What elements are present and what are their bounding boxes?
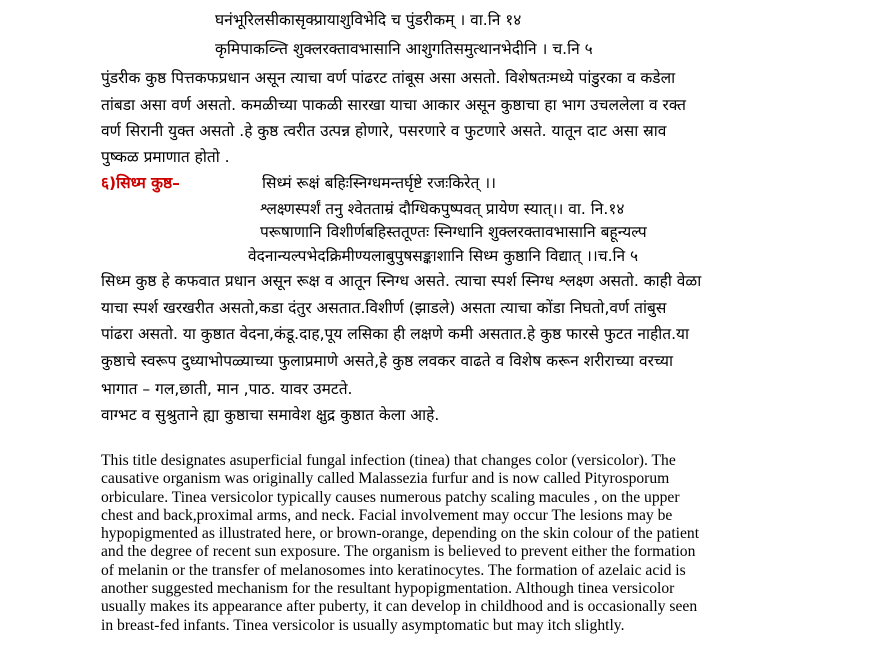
para1-line: तांबडा असा वर्ण असतो. कमळीच्या पाकळी सारखा याचा आकार असून कुष्ठाचा हा भाग उचललेला व रक्त [101,96,686,114]
english-line: orbiculare. Tinea versicolor typically causes numerous patchy scaling macules , on the upper [101,488,680,506]
section-heading: ६)सिध्म कुष्ठ– [101,174,180,192]
english-line: usually makes its appearance after puberty, it can develop in childhood and is occasionally seen [101,598,698,616]
english-line: in breast-fed infants. Tinea versicolor is usually asymptomatic but may itch slightly. [101,616,625,634]
para2-line: सिध्म कुष्ठ हे कफवात प्रधान असून रूक्ष व आतून स्निग्ध असते. त्याचा स्पर्श स्निग्ध श्लक्ष्ण असतो. काही वेळा [101,272,702,290]
verse2-line2: श्लक्ष्णस्पर्शं तनु श्वेतताम्रं दौग्धिकपुष्पवत् प्रायेण स्यात्।। वा. नि.१४ [260,200,625,218]
english-line: and the degree of recent sun exposure. The organism is believed to prevent either the formation [101,543,696,561]
english-line: of melanin or the transfer of melanosomes into keratinocytes. The formation of azelaic acid is [101,561,686,579]
verse1-line2: कृमिपाकव्न्ति शुक्लरक्तावभासानि आशुगतिसमुत्थानभेदीनि । च.नि ५ [215,40,593,58]
verse1-line1: घनंभूरिलसीकासृक्प्रायाशुविभेदि च पुंडरीकम् । वा.नि १४ [215,11,522,29]
para1-line: पुंडरीक कुष्ठ पित्तकफप्रधान असून त्याचा वर्ण पांढरट तांबूस असा असतो. विशेषतःमध्ये पांडुरका व कडेला [101,69,676,87]
english-line: This title designates asuperficial fungal infection (tinea) that changes color (versicolor). The [101,452,676,469]
verse2-line4: वेदनान्यल्पभेदक्रिमीण्यलाबुपुषसङ्काशानि सिध्म कुष्ठानि विद्यात् ।।च.नि ५ [248,247,639,265]
english-line: chest and back,proximal arms, and neck. Facial involvement may occur The lesions may be [101,506,673,524]
english-paragraph [101,452,801,635]
para2-line: कुष्ठाचे स्वरूप दुध्याभोपळ्याच्या फुलाप्रमाणे असते,हे कुष्ठ लवकर वाढते व विशेष करून शरीराच्या वरच्या [101,352,674,370]
para2-line: भागात – गल,छाती, मान ,पाठ. यावर उमटते. [101,380,353,398]
verse2-line1: सिध्मं रूक्षं बहिःस्निग्धमन्तर्घृष्टे रजःकिरेत् ।। [262,174,497,192]
para2-line: याचा स्पर्श खरखरीत असतो,कडा दंतुर असतात.विशीर्ण (झाडले) असता त्याचा कोंडा निघतो,वर्ण तांबुस [101,299,667,317]
para1-line: पुष्कळ प्रमाणात होतो . [101,148,230,166]
para1-line: वर्ण सिरानी युक्त असतो .हे कुष्ठ त्वरीत उत्पन्न होणारे, पसरणारे व फुटणारे असते. यातून दाट असा स्राव [101,122,667,140]
para2-line: पांढरा असतो. या कुष्ठात वेदना,कंडू.दाह,पूय लसिका ही लक्षणे कमी असतात.हे कुष्ठ फारसे फुटत नाहीत.या [101,325,690,343]
english-line: another suggested mechanism for the resultant hypopigmentation. Although tinea versicolor [101,580,675,598]
verse2-line3: परूषाणानि विशीर्णबहिस्ततूण्तः स्निग्धानि शुक्लरक्तावभासानि बहून्यल्प [260,223,647,241]
para2-line: वाग्भट व सुश्रुताने ह्या कुष्ठाचा समावेश क्षुद्र कुष्ठात केला आहे. [101,406,440,424]
english-line: hypopigmented as illustrated here, or brown-orange, depending on the skin colour of the patient [101,525,700,543]
english-line: causative organism was originally called Malassezia furfur and is now called Pityrosporum [101,470,670,488]
